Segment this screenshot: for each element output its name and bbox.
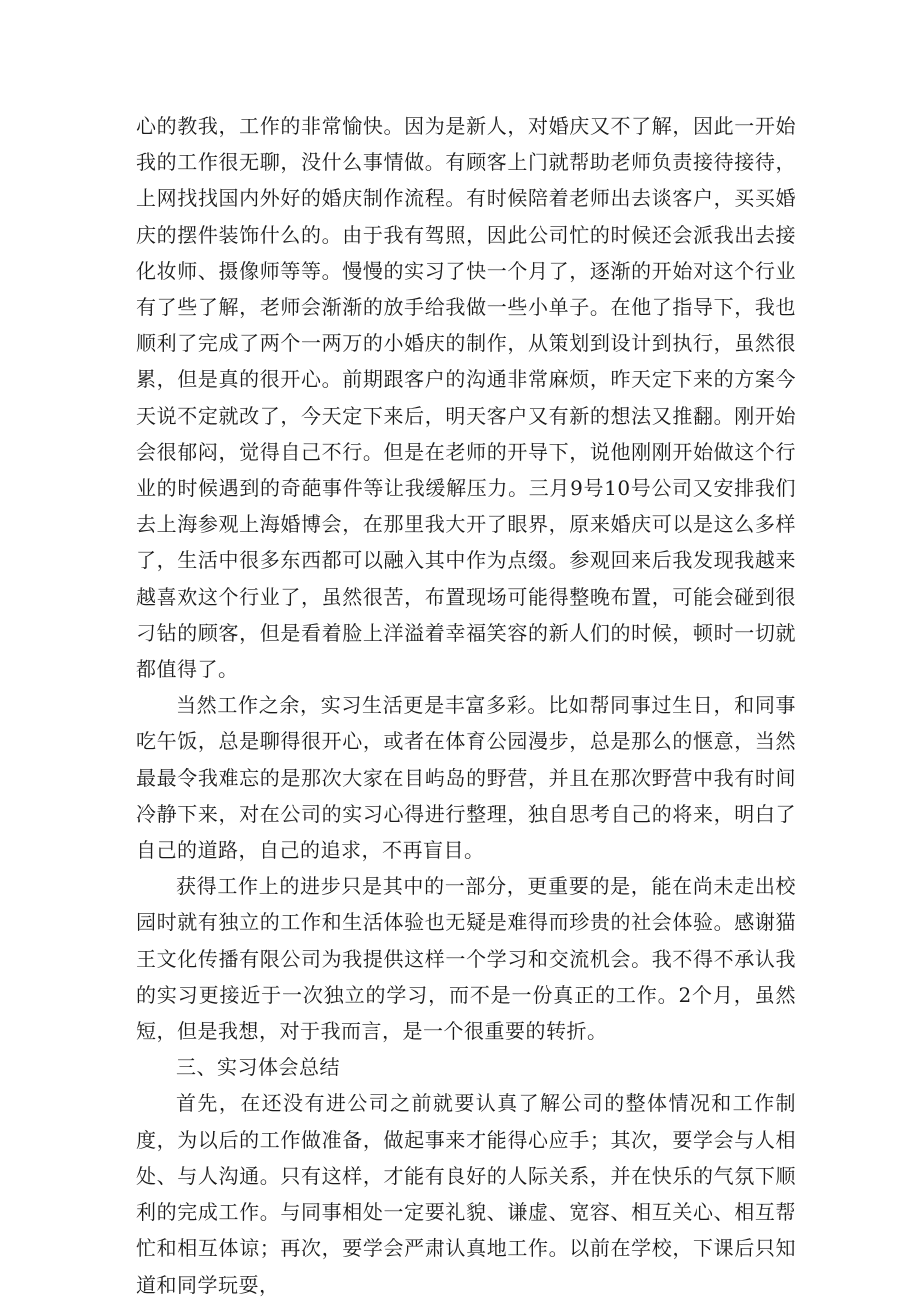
section-heading: 三、实习体会总结 bbox=[176, 1055, 340, 1080]
paragraph-leisure: 当然工作之余，实习生活更是丰富多彩。比如帮同事过生日，和同事吃午饭，总是聊得很开心，或者在体育公园漫步，总是那么的惬意，当然最最令我难忘的是那次大家在目屿岛的野营，并且在那次野营中我有时间冷静下来，对在公司的实习心得进行整理，独自思考自己的将来，明白了自己的道路，自己的追求，不再盲目。 bbox=[136, 693, 796, 863]
document-body bbox=[136, 108, 796, 1303]
paragraph-progress: 获得工作上的进步只是其中的一部分，更重要的是，能在尚未走出校园时就有独立的工作和生活体验也无疑是难得而珍贵的社会体验。感谢猫王文化传播有限公司为我提供这样一个学习和交流机会。我不得不承认我的实习更接近于一次独立的学习，而不是一份真正的工作。2个月，虽然短，但是我想，对于我而言，是一个很重要的转折。 bbox=[136, 874, 796, 1044]
paragraph-summary: 首先，在还没有进公司之前就要认真了解公司的整体情况和工作制度，为以后的工作做准备，做起事来才能得心应手；其次，要学会与人相处、与人沟通。只有这样，才能有良好的人际关系，并在快乐的气氛下顺利的完成工作。与同事相处一定要礼貌、谦虚、宽容、相互关心、相互帮忙和相互体谅；再次，要学会严肃认真地工作。以前在学校，下课后只知道和同学玩耍， bbox=[136, 1091, 796, 1297]
paragraph-continuation: 心的教我，工作的非常愉快。因为是新人，对婚庆又不了解，因此一开始我的工作很无聊，没什么事情做。有顾客上门就帮助老师负责接待接待，上网找找国内外好的婚庆制作流程。有时候陪着老师出去谈客户，买买婚庆的摆件装饰什么的。由于我有驾照，因此公司忙的时候还会派我出去接化妆师、摄像师等等。慢慢的实习了快一个月了，逐渐的开始对这个行业有了些了解，老师会渐渐的放手给我做一些小单子。在他了指导下，我也顺利了完成了两个一两万的小婚庆的制作，从策划到设计到执行，虽然很累，但是真的很开心。前期跟客户的沟通非常麻烦，昨天定下来的方案今天说不定就改了，今天定下来后，明天客户又有新的想法又推翻。刚开始会很郁闷，觉得自己不行。但是在老师的开导下，说他刚刚开始做这个行业的时候遇到的奇葩事件等让我缓解压力。三月9号10号公司又安排我们去上海参观上海婚博会，在那里我大开了眼界，原来婚庆可以是这么多样了，生活中很多东西都可以融入其中作为点缀。参观回来后我发现我越来越喜欢这个行业了，虽然很苦，布置现场可能得整晚布置，可能会碰到很刁钻的顾客，但是看着脸上洋溢着幸福笑容的新人们的时候，顿时一切就都值得了。 bbox=[136, 114, 796, 682]
